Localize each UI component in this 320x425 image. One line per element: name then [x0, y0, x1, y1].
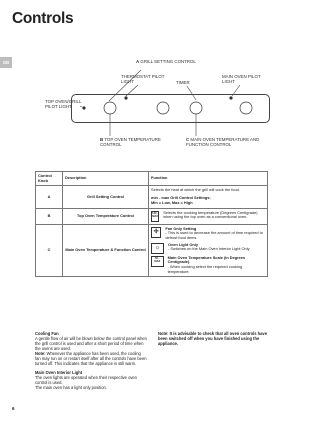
table-header-row [36, 172, 268, 186]
grill-setting-label: A GRILL SETTING CONTROL [136, 59, 196, 64]
table-row-c [36, 224, 268, 277]
knob-timer [190, 102, 202, 114]
knob-b-cell: B [36, 208, 63, 224]
knob-a-function: Selects the heat at which the grill will cook the food. min - max Grill Control Settings: Min = Low, Max = High [149, 186, 268, 208]
pilot-light-thermostat [124, 96, 127, 99]
knob-b-function: 140 - MAX Selects the cooking temperature (Degrees Centigrade) when using the top oven as a conventional oven. [149, 208, 268, 224]
table-row-a [36, 186, 268, 208]
temp-scale-icon: 50 - MAX [151, 256, 164, 267]
knob-c [240, 102, 252, 114]
timer-label: TIMER [176, 80, 190, 85]
interior-light-heading: Main Oven Interior Light [35, 370, 83, 375]
language-tab: GB [0, 57, 12, 68]
right-column-note: Note: It is advisable to check that all oven controls have been switched off when you have finished using the appliance. [158, 331, 267, 346]
knob-a-description: Grill Setting Control [63, 186, 149, 208]
thermostat-light-label: THERMOSTAT PILOT LIGHT [121, 74, 165, 85]
fan-icon: ✢ [151, 227, 161, 238]
interior-light-text-1: The oven lights are operated when their respective oven control is used. [35, 375, 137, 385]
page-number: 6 [12, 406, 15, 411]
main-oven-temp-label: C MAIN OVEN TEMPERATURE AND FUNCTION CONTROL [186, 137, 260, 148]
note-label: Note: [35, 351, 46, 356]
page-title: Controls [12, 10, 74, 27]
cooling-fan-text: A gentle flow of air will be blown below the control panel when the grill control is used and after a short period of time when the ovens are used. [35, 336, 147, 351]
knob-c-description: Main Oven Temperature & Function Control [63, 224, 149, 277]
header-function: Function [149, 172, 268, 186]
light-icon: ☼ [151, 243, 164, 254]
cooling-fan-heading: Cooling Fan [35, 331, 59, 336]
interior-light-text-2: The main oven has a light only position. [35, 385, 107, 390]
knob-b [157, 102, 169, 114]
note-text: Whenever the appliance has been used, the cooling fan may run on or restart itself after all the controls have been turned off. This indicates that the appliance is still warm. [35, 351, 147, 366]
knob-b-description: Top Oven Temperature Control [63, 208, 149, 224]
left-column [35, 331, 147, 390]
temp-range-icon: 140 - MAX [151, 211, 159, 222]
header-knob: Control Knob [36, 172, 63, 186]
main-oven-light-label: MAIN OVEN PILOT LIGHT [222, 74, 261, 85]
top-oven-light-label: TOP OVEN/GRILL PILOT LIGHT [45, 99, 82, 110]
knob-c-function: ✢ Fan Only Setting - This is used to decrease the amount of time required to defrost food items. ☼ Oven Light Only - Switches on the Main Oven Interior Light Only 50 - MAX Main Oven Temperature Scale (In Degrees Centigrade). - When cooking select the required cooking temperature. [149, 224, 268, 277]
controls-table [35, 171, 268, 277]
table-row-b [36, 208, 268, 224]
pilot-light-main [229, 96, 232, 99]
knob-a [104, 102, 116, 114]
top-oven-temp-label: B TOP OVEN TEMPERATURE CONTROL [100, 137, 161, 148]
knob-a-cell: A [36, 186, 63, 208]
knob-c-cell: C [36, 224, 63, 277]
header-description: Description [63, 172, 149, 186]
pilot-light-top [82, 106, 85, 109]
